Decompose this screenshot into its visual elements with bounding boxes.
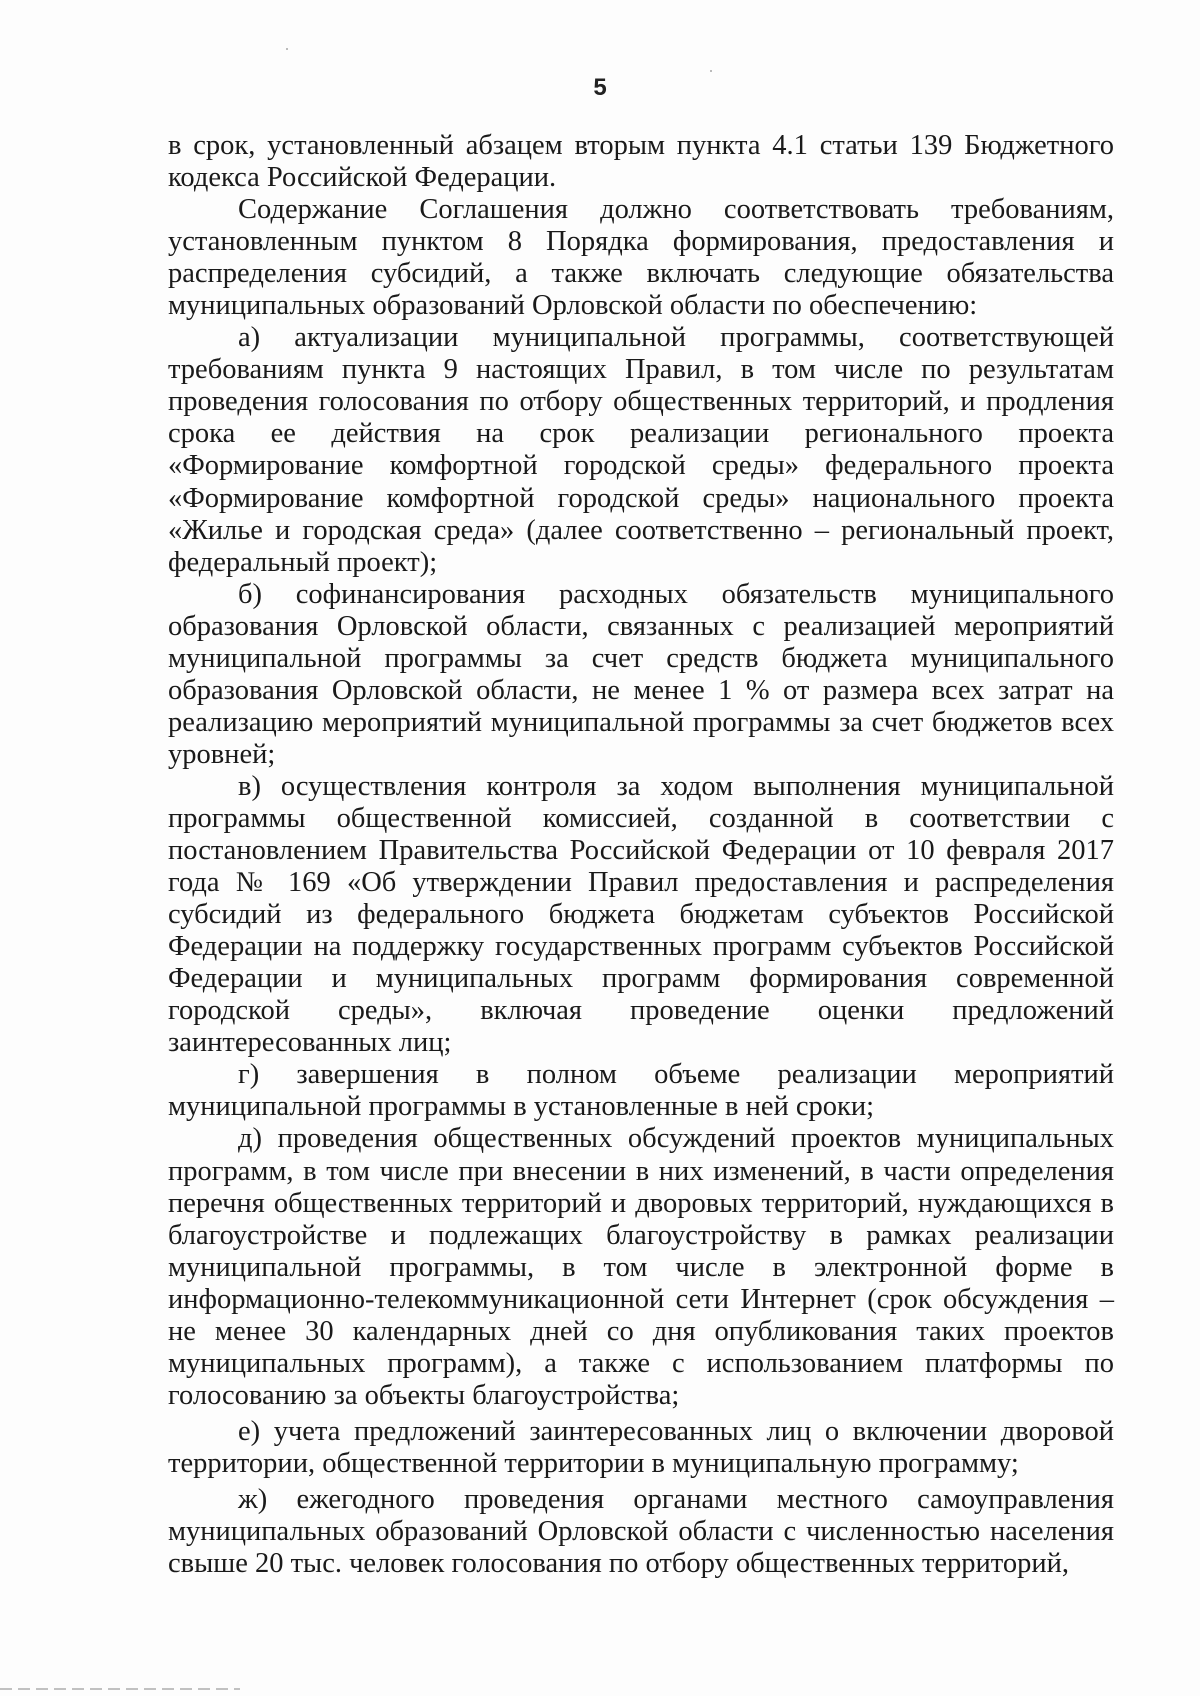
- scan-edge-mark: [0, 1688, 240, 1690]
- scan-speck: [286, 48, 288, 50]
- list-item-b: б) софинансирования расходных обязательств муниципального образования Орловской области, связанных с реализацией мероприятий муниципальной программы за счет средств бюджета муниципального образования Орловской области, не менее 1 % от размера всех затрат на реализацию мероприятий муниципальной программы за счет бюджетов всех уровней;: [168, 578, 1114, 770]
- list-item-zh: ж) ежегодного проведения органами местного самоуправления муниципальных образований Орловской области с численностью населения свыше 20 тыс. человек голосования по отбору общественных территорий,: [168, 1483, 1114, 1580]
- document-body: [168, 130, 1114, 1580]
- scan-speck: [710, 70, 712, 72]
- page-number: 5: [593, 74, 607, 101]
- paragraph-agreement-content: Содержание Соглашения должно соответствовать требованиям, установленным пунктом 8 Порядка формирования, предоставления и распределения субсидий, а также включать следующие обязательства муниципальных образований Орловской области по обеспечению:: [168, 194, 1114, 322]
- list-item-e: е) учета предложений заинтересованных лиц о включении дворовой территории, общественной территории в муниципальную программу;: [168, 1415, 1114, 1479]
- list-item-g: г) завершения в полном объеме реализации мероприятий муниципальной программы в установленные в ней сроки;: [168, 1059, 1114, 1123]
- paragraph-continuation: в срок, установленный абзацем вторым пункта 4.1 статьи 139 Бюджетного кодекса Российской Федерации.: [168, 130, 1114, 194]
- list-item-a: а) актуализации муниципальной программы, соответствующей требованиям пункта 9 настоящих Правил, в том числе по результатам проведения голосования по отбору общественных территорий, и продления срока ее действия на срок реализации регионального проекта «Формирование комфортной городской среды» федерального проекта «Формирование комфортной городской среды» национального проекта «Жилье и городская среда» (далее соответственно – региональный проект, федеральный проект);: [168, 322, 1114, 578]
- list-item-v: в) осуществления контроля за ходом выполнения муниципальной программы общественной комиссией, созданной в соответствии с постановлением Правительства Российской Федерации от 10 февраля 2017 года № 169 «Об утверждении Правил предоставления и распределения субсидий из федерального бюджета бюджетам субъектов Российской Федерации на поддержку государственных программ субъектов Российской Федерации и муниципальных программ формирования современной городской среды», включая проведение оценки предложений заинтересованных лиц;: [168, 770, 1114, 1059]
- list-item-d: д) проведения общественных обсуждений проектов муниципальных программ, в том числе при внесении в них изменений, в части определения перечня общественных территорий и дворовых территорий, нуждающихся в благоустройстве и подлежащих благоустройству в рамках реализации муниципальной программы, в том числе в электронной форме в информационно-телекоммуникационной сети Интернет (срок обсуждения – не менее 30 календарных дней со дня опубликования таких проектов муниципальных программ), а также с использованием платформы по голосованию за объекты благоустройства;: [168, 1123, 1114, 1411]
